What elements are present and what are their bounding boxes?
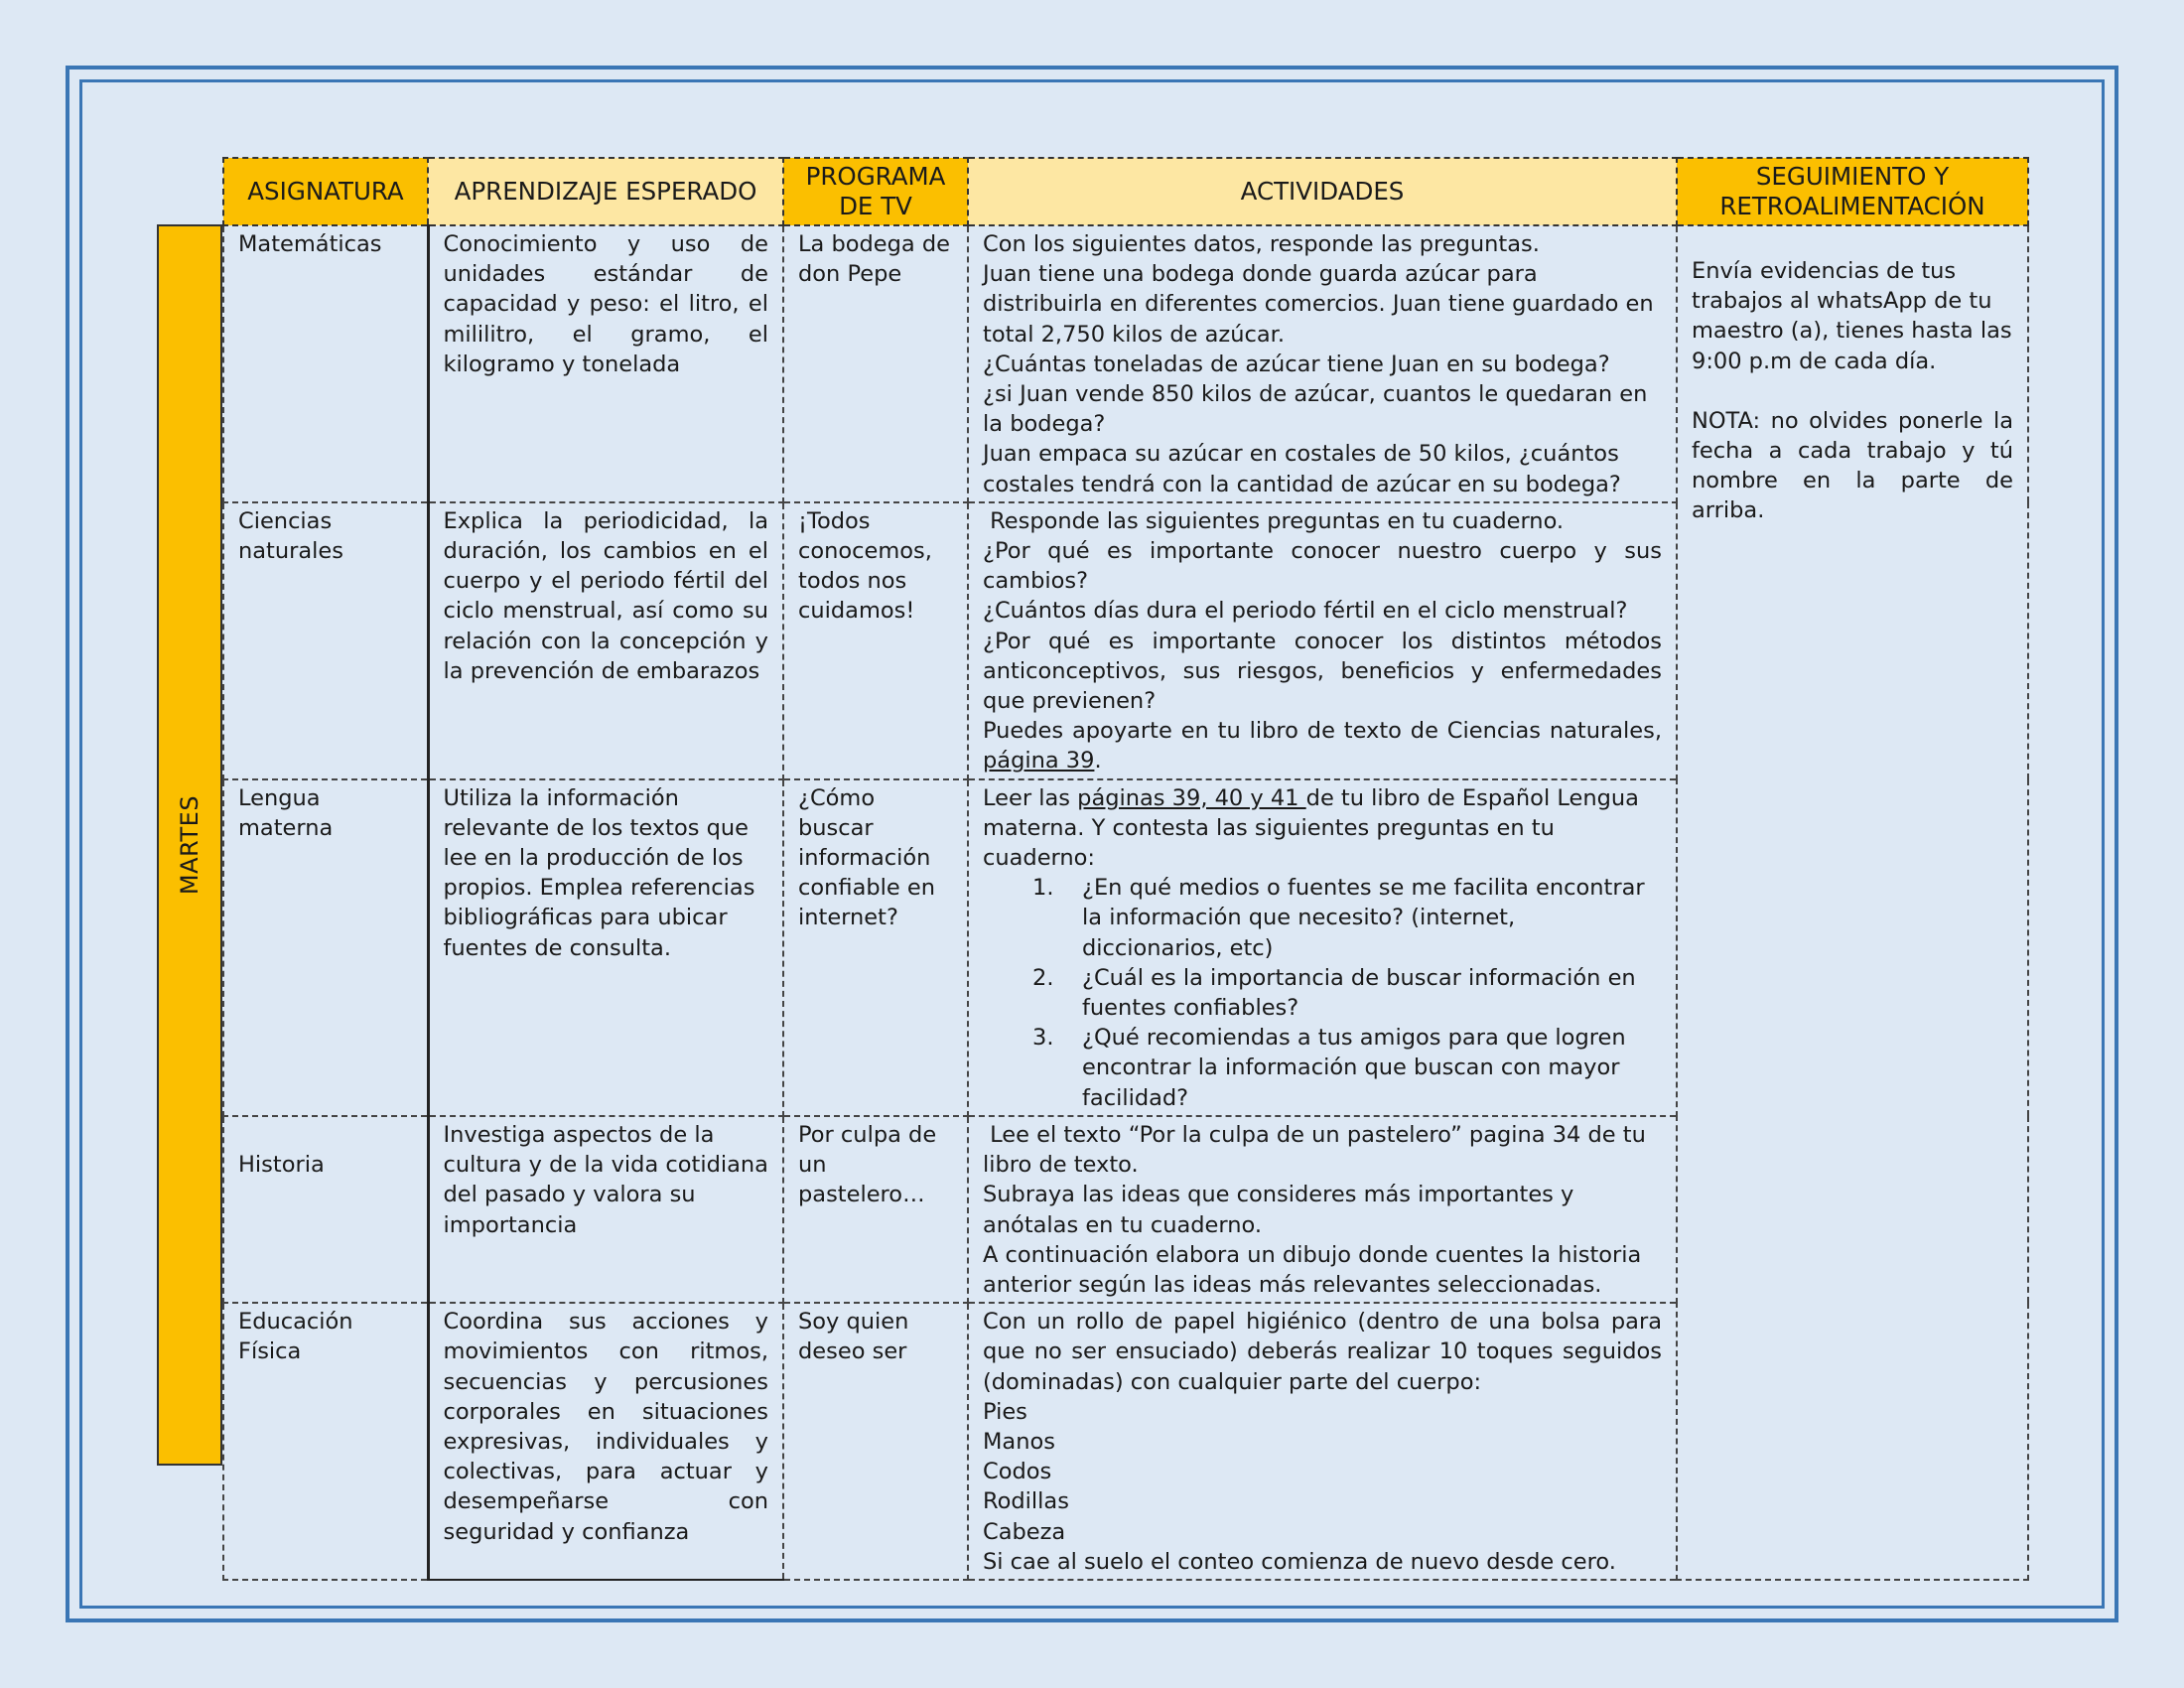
actividades-cell xyxy=(968,1116,1677,1303)
asignatura-cell: Matemáticas xyxy=(223,225,428,502)
programa-cell: ¿Cómo buscar información confiable en internet? xyxy=(783,779,968,1116)
paragraph-spacer xyxy=(1692,376,2013,406)
seguimiento-cell xyxy=(1677,225,2028,1580)
header-seguimiento: SEGUIMIENTO Y RETROALIMENTACIÓN xyxy=(1677,158,2028,225)
programa-cell: Soy quien deseo ser xyxy=(783,1303,968,1580)
aprendizaje-cell: Explica la periodicidad, la duración, los cambios en el cuerpo y el periodo fértil del ciclo menstrual, así como su relación con la concepción y la prevención de embarazos xyxy=(428,502,783,779)
seguimiento-note: NOTA: no olvides ponerle la fecha a cada trabajo y tú nombre en la parte de arriba. xyxy=(1692,407,2013,524)
asignatura-text: Historia xyxy=(238,1151,325,1178)
list-item xyxy=(1032,1023,1662,1113)
aprendizaje-cell: Coordina sus acciones y movimientos con ritmos, secuencias y percusiones corporales en situaciones expresivas, individuales y colectivas, para actuar y desempeñarse con seguridad y confianza xyxy=(428,1303,783,1580)
list-item xyxy=(1032,963,1662,1023)
day-label: MARTES xyxy=(176,794,204,896)
aprendizaje-cell: Conocimiento y uso de unidades estándar de capacidad y peso: el litro, el mililitro, el gramo, el kilogramo y tonelada xyxy=(428,225,783,502)
header-actividades: ACTIVIDADES xyxy=(968,158,1677,225)
activity-line: Manos xyxy=(983,1428,1055,1455)
asignatura-cell: Educación Física xyxy=(223,1303,428,1580)
activity-line: Rodillas xyxy=(983,1488,1069,1515)
question-number: 3. xyxy=(1032,1025,1054,1052)
activity-line: ¿Cuántos días dura el periodo fértil en el ciclo menstrual? xyxy=(983,598,1628,625)
schedule-table xyxy=(222,157,2029,1581)
activity-line: A continuación elabora un dibujo donde cuentes la historia anterior según las ideas más relevantes seleccionadas. xyxy=(983,1241,1642,1298)
programa-cell: La bodega de don Pepe xyxy=(783,225,968,502)
activity-line: Responde las siguientes preguntas en tu cuaderno. xyxy=(983,507,1565,534)
activity-line: Pies xyxy=(983,1398,1027,1425)
question-text: ¿Qué recomiendas a tus amigos para que logren encontrar la información que buscan con mayor facilidad? xyxy=(1082,1025,1626,1111)
question-text: ¿En qué medios o fuentes se me facilita encontrar la información que necesito? (internet, diccionarios, etc) xyxy=(1082,875,1645,961)
page-reference: página 39 xyxy=(983,748,1095,774)
actividades-cell xyxy=(968,502,1677,779)
activity-line: ¿si Juan vende 850 kilos de azúcar, cuantos le quedaran en la bodega? xyxy=(983,381,1648,438)
activity-line: Juan tiene una bodega donde guarda azúcar para distribuirla en diferentes comercios. Juan tiene guardado en total 2,750 kilos de azúcar. xyxy=(983,261,1654,348)
activity-line: Cabeza xyxy=(983,1518,1066,1545)
activity-line: Subraya las ideas que consideres más importantes y anótalas en tu cuaderno. xyxy=(983,1182,1574,1238)
page-reference: páginas 39, 40 y 41 xyxy=(1077,784,1306,811)
question-number: 2. xyxy=(1032,964,1054,991)
asignatura-cell xyxy=(223,1116,428,1303)
activity-line: Lee el texto “Por la culpa de un pastelero” pagina 34 de tu libro de texto. xyxy=(983,1121,1654,1179)
day-label-bar xyxy=(157,224,222,1466)
programa-cell: ¡Todos conocemos, todos nos cuidamos! xyxy=(783,502,968,779)
activity-text: de tu libro de Español Lengua materna. Y contesta las siguientes preguntas en tu cuaderno: xyxy=(983,784,1639,872)
activity-text: . xyxy=(1094,748,1102,774)
activity-line xyxy=(983,716,1662,775)
aprendizaje-cell: Utiliza la información relevante de los textos que lee en la producción de los propios. Emplea referencias bibliográficas para ubicar fuentes de consulta. xyxy=(428,779,783,1116)
activity-line: Con los siguientes datos, responde las preguntas. xyxy=(983,231,1540,257)
actividades-cell xyxy=(968,1303,1677,1580)
asignatura-cell: Lengua materna xyxy=(223,779,428,1116)
list-item xyxy=(1032,873,1662,963)
aprendizaje-cell: Investiga aspectos de la cultura y de la vida cotidiana del pasado y valora su importancia xyxy=(428,1116,783,1303)
question-list xyxy=(983,873,1662,1113)
activity-line: ¿Cuántas toneladas de azúcar tiene Juan en su bodega? xyxy=(983,351,1610,377)
question-number: 1. xyxy=(1032,875,1054,902)
activity-line: ¿Por qué es importante conocer los distintos métodos anticonceptivos, sus riesgos, beneficios y enfermedades que previenen? xyxy=(983,628,1662,715)
asignatura-cell: Ciencias naturales xyxy=(223,502,428,779)
seguimiento-text: Envía evidencias de tus trabajos al whatsApp de tu maestro (a), tienes hasta las 9:00 p.m de cada día. xyxy=(1692,258,2012,374)
header-asignatura: ASIGNATURA xyxy=(223,158,428,225)
activity-line: Si cae al suelo el conteo comienza de nuevo desde cero. xyxy=(983,1548,1616,1575)
activity-text: Leer las xyxy=(983,784,1078,811)
activity-text: Puedes apoyarte en tu libro de texto de Ciencias naturales, xyxy=(983,718,1662,745)
activity-line xyxy=(983,783,1662,874)
activity-line: ¿Por qué es importante conocer nuestro cuerpo y sus cambios? xyxy=(983,538,1662,595)
table-row xyxy=(223,225,2028,502)
activity-line: Juan empaca su azúcar en costales de 50 kilos, ¿cuántos costales tendrá con la cantidad de azúcar en su bodega? xyxy=(983,441,1621,497)
header-programa: PROGRAMA DE TV xyxy=(783,158,968,225)
header-aprendizaje: APRENDIZAJE ESPERADO xyxy=(428,158,783,225)
activity-line: Codos xyxy=(983,1459,1052,1485)
question-text: ¿Cuál es la importancia de buscar información en fuentes confiables? xyxy=(1082,964,1636,1022)
programa-cell: Por culpa de un pastelero… xyxy=(783,1116,968,1303)
header-row xyxy=(223,158,2028,225)
actividades-cell xyxy=(968,779,1677,1116)
actividades-cell xyxy=(968,225,1677,502)
activity-line: Con un rollo de papel higiénico (dentro de una bolsa para que no ser ensuciado) deberás realizar 10 toques seguidos (dominadas) con cualquier parte del cuerpo: xyxy=(983,1309,1662,1395)
